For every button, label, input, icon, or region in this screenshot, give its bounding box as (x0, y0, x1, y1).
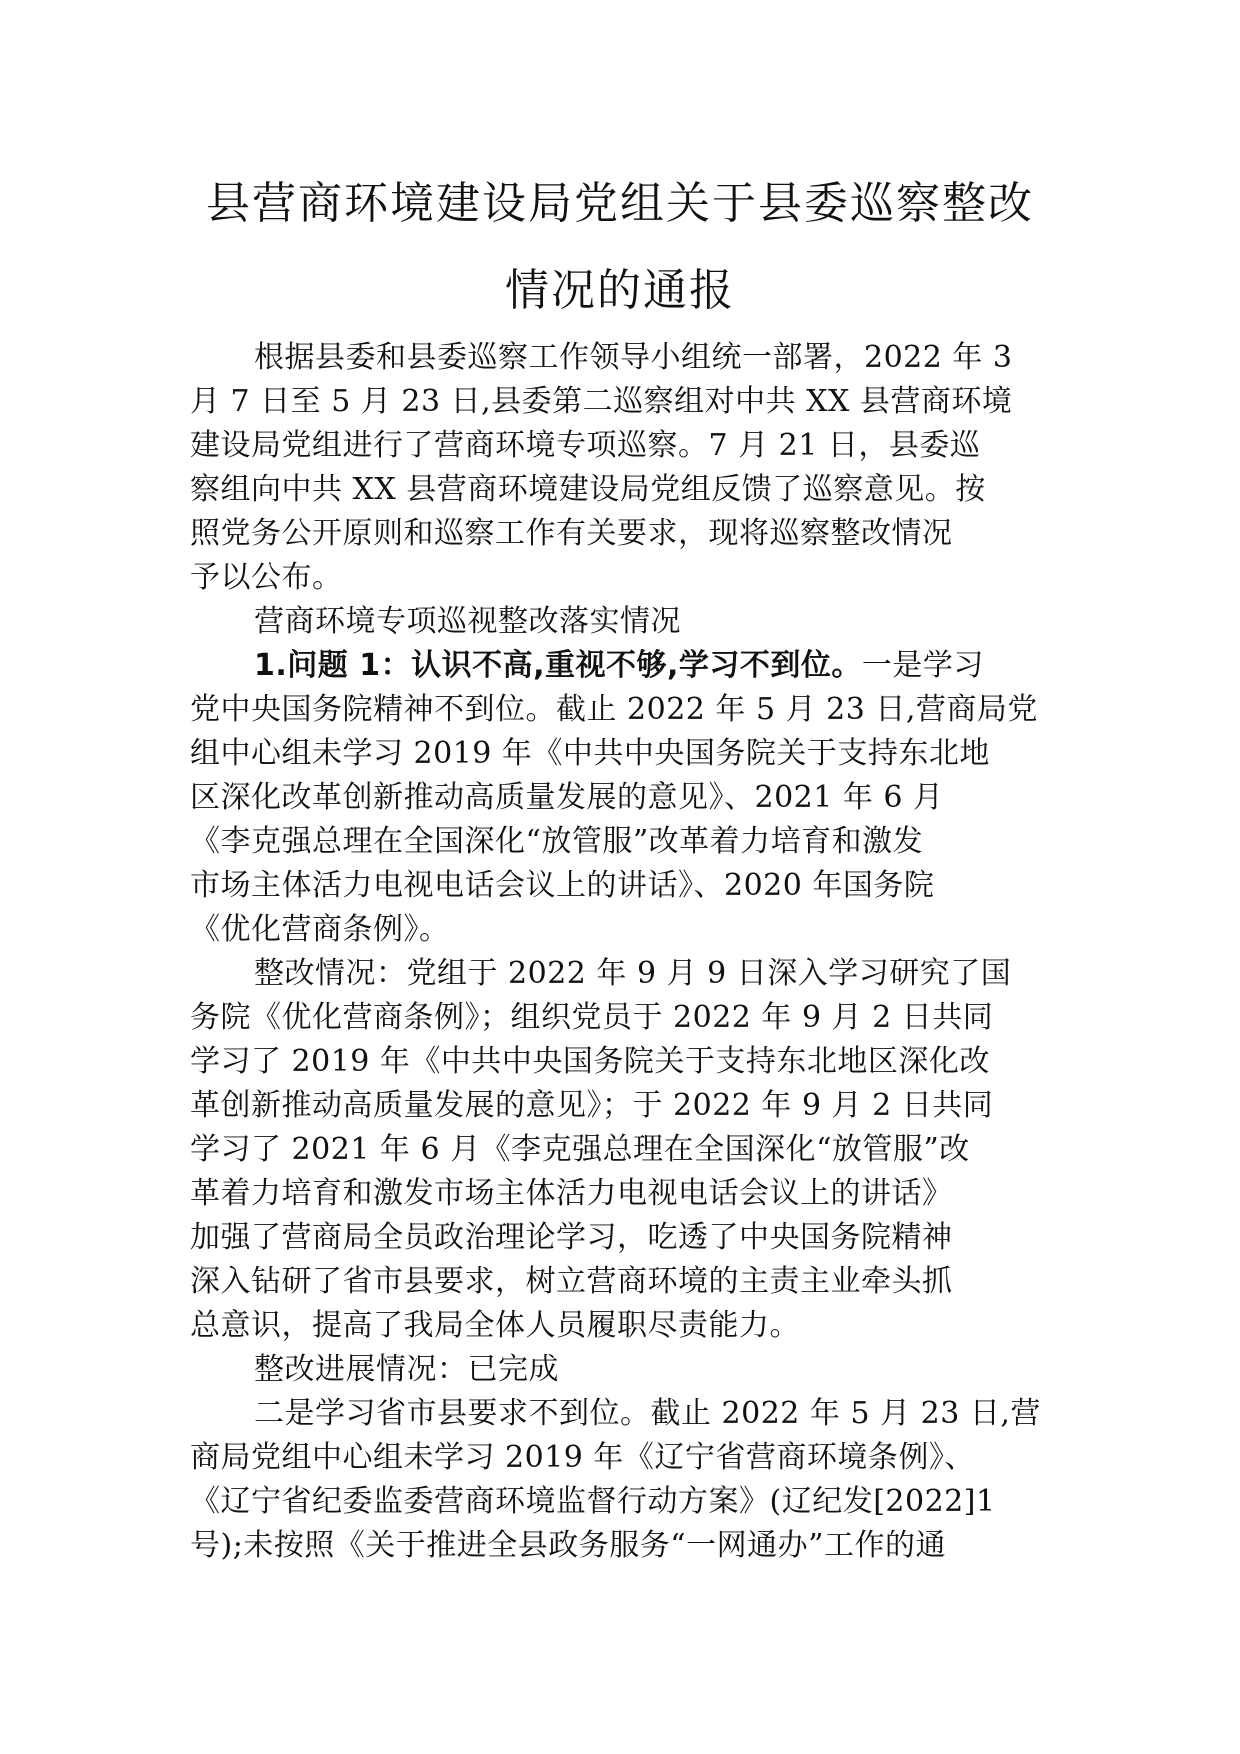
body-text-line (190, 908, 1050, 952)
body-text-run: 革创新推动高质量发展的意见》；于 2022 年 9 月 2 日共同 (190, 1088, 994, 1123)
body-text-line (190, 1348, 1050, 1392)
body-text-line (190, 556, 1050, 600)
body-text-line (190, 1304, 1050, 1348)
body-text-run: 总意识，提高了我局全体人员履职尽责能力。 (190, 1308, 800, 1343)
body-text-run: 建设局党组进行了营商环境专项巡察。7 月 21 日，县委巡 (190, 428, 981, 463)
body-text-run: 二是学习省市县要求不到位。截止 2022 年 5 月 23 日,营 (254, 1396, 1041, 1431)
body-text-line (190, 1524, 1050, 1568)
body-text-line (190, 732, 1050, 776)
body-text-line (190, 1436, 1050, 1480)
body-text-line (190, 1260, 1050, 1304)
body-text-run: 党中央国务院精神不到位。截止 2022 年 5 月 23 日,营商局党 (190, 692, 1038, 727)
body-text-run: 《优化营商条例》。 (190, 912, 450, 947)
body-text-run: 务院《优化营商条例》；组织党员于 2022 年 9 月 2 日共同 (190, 1000, 994, 1035)
body-text-run: 整改情况：党组于 2022 年 9 月 9 日深入学习研究了国 (254, 956, 1012, 991)
body-text-line (190, 952, 1050, 996)
body-text-line (190, 468, 1050, 512)
body-text-line (190, 688, 1050, 732)
body-text-run: 革着力培育和激发市场主体活力电视电话会议上的讲话》 (190, 1176, 953, 1211)
body-text-run: 学习了 2021 年 6 月《李克强总理在全国深化“放管服”改 (190, 1132, 970, 1167)
body-text-line (190, 424, 1050, 468)
body-text-line (190, 864, 1050, 908)
body-text-line (190, 996, 1050, 1040)
issue-heading: 1.问题 1：认识不高,重视不够,学习不到位。 (254, 648, 862, 683)
body-text-line (190, 820, 1050, 864)
body-text-run: 市场主体活力电视电话会议上的讲话》、2020 年国务院 (190, 868, 935, 903)
body-text-line (190, 1040, 1050, 1084)
document-title-line-1: 县营商环境建设局党组关于县委巡察整改 (206, 178, 1034, 229)
body-text-run: 深入钻研了省市县要求，树立营商环境的主责主业牵头抓 (190, 1264, 953, 1299)
body-text-run: 号);未按照《关于推进全县政务服务“一网通办”工作的通 (190, 1528, 946, 1563)
body-text-run: 根据县委和县委巡察工作领导小组统一部署，2022 年 3 (254, 340, 1013, 375)
body-text-run: 一是学习 (861, 648, 984, 683)
body-text-run: 商局党组中心组未学习 2019 年《辽宁省营商环境条例》、 (190, 1440, 975, 1475)
body-text-run: 予以公布。 (190, 560, 343, 595)
document-title-line-2: 情况的通报 (505, 265, 735, 316)
body-text-line (190, 776, 1050, 820)
body-text-run: 学习了 2019 年《中共中央国务院关于支持东北地区深化改 (190, 1044, 990, 1079)
body-text-line (190, 380, 1050, 424)
body-text-line (190, 1392, 1050, 1436)
body-text-run: 照党务公开原则和巡察工作有关要求，现将巡察整改情况 (190, 516, 953, 551)
body-text-line (190, 1480, 1050, 1524)
body-text-run: 区深化改革创新推动高质量发展的意见》、2021 年 6 月 (190, 780, 944, 815)
body-text-line (190, 336, 1050, 380)
body-text-run: 月 7 日至 5 月 23 日,县委第二巡察组对中共 XX 县营商环境 (190, 384, 1013, 419)
body-text-run: 察组向中共 XX 县营商环境建设局党组反馈了巡察意见。按 (190, 472, 986, 507)
body-text-line (190, 512, 1050, 556)
document-body (190, 336, 1050, 1568)
body-text-run: 组中心组未学习 2019 年《中共中央国务院关于支持东北地 (190, 736, 990, 771)
section-label: 营商环境专项巡视整改落实情况 (254, 604, 681, 639)
body-text-line (190, 1216, 1050, 1260)
section-label: 整改进展情况：已完成 (254, 1352, 559, 1387)
body-text-line (190, 600, 1050, 644)
body-text-line (190, 644, 1050, 688)
body-text-run: 《辽宁省纪委监委营商环境监督行动方案》(辽纪发[2022]1 (190, 1484, 996, 1519)
body-text-line (190, 1084, 1050, 1128)
body-text-run: 《李克强总理在全国深化“放管服”改革着力培育和激发 (190, 824, 924, 859)
body-text-line (190, 1128, 1050, 1172)
body-text-line (190, 1172, 1050, 1216)
body-text-run: 加强了营商局全员政治理论学习，吃透了中央国务院精神 (190, 1220, 953, 1255)
